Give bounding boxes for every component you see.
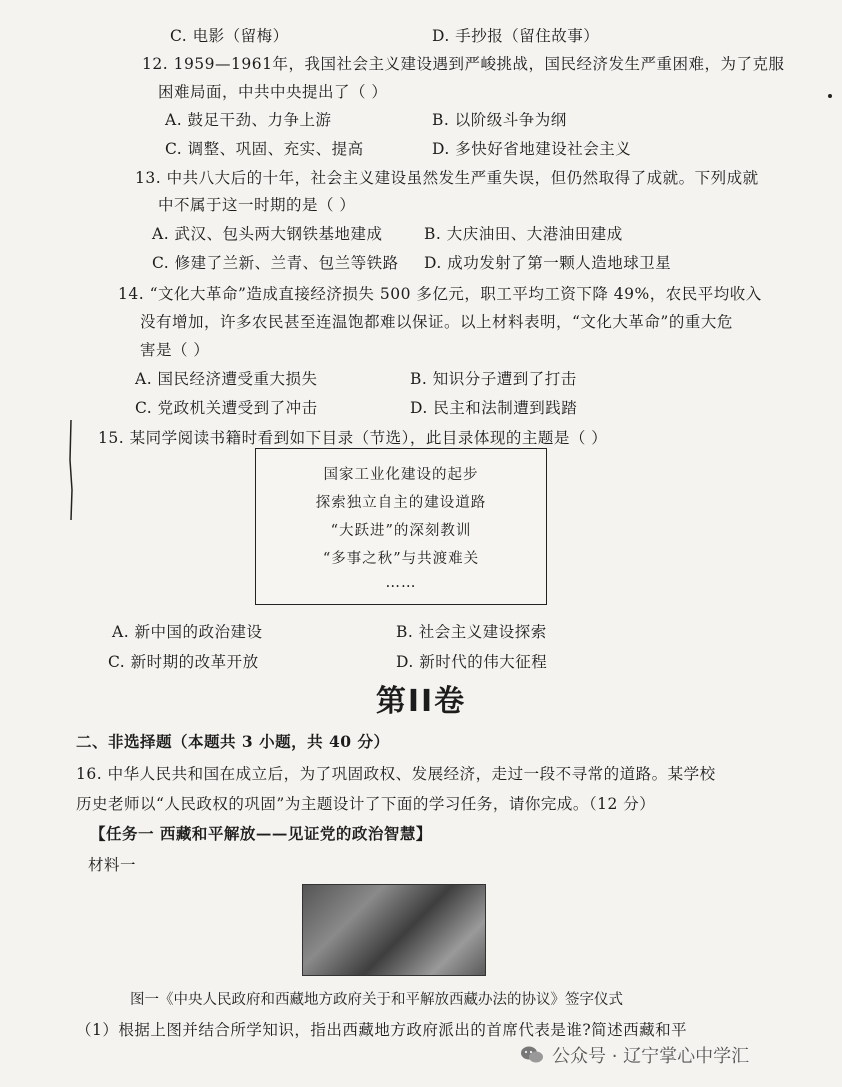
part2-heading: 二、非选择题（本题共 3 小题，共 40 分） — [76, 732, 390, 751]
q15-option-d: D. 新时代的伟大征程 — [396, 653, 548, 671]
q12-option-c: C. 调整、巩固、充实、提高 — [165, 140, 364, 158]
q12-option-d: D. 多快好省地建设社会主义 — [432, 140, 632, 158]
watermark — [520, 1042, 749, 1068]
q15-option-a: A. 新中国的政治建设 — [112, 623, 263, 641]
q14-option-a: A. 国民经济遭受重大损失 — [135, 370, 318, 388]
q16-stem-line2: 历史老师以“人民政权的巩固”为主题设计了下面的学习任务，请你完成。（12 分） — [76, 795, 656, 813]
q13-option-a: A. 武汉、包头两大钢铁基地建成 — [152, 225, 383, 243]
toc-item: “大跃进”的深刻教训 — [330, 523, 472, 539]
toc-item: 国家工业化建设的起步 — [323, 467, 479, 483]
q13-stem-line1: 13. 中共八大后的十年，社会主义建设虽然发生严重失误，但仍然取得了成就。下列成就 — [135, 169, 759, 187]
q13-option-d: D. 成功发射了第一颗人造地球卫星 — [424, 254, 672, 272]
q16-stem-line1: 16. 中华人民共和国在成立后，为了巩固政权、发展经济，走过一段不寻常的道路。某学校 — [76, 765, 716, 783]
q14-option-c: C. 党政机关遭受到了冲击 — [135, 399, 318, 417]
q14-stem-line3: 害是（ ） — [140, 341, 210, 359]
q13-option-b: B. 大庆油田、大港油田建成 — [424, 225, 623, 243]
q13-option-c: C. 修建了兰新、兰青、包兰等铁路 — [152, 254, 399, 272]
watermark-text: 公众号 · 辽宁掌心中学汇 — [552, 1046, 750, 1067]
toc-item: 探索独立自主的建设道路 — [315, 495, 487, 511]
toc-ellipsis: …… — [385, 575, 417, 591]
section-title: 第II卷 — [375, 684, 467, 719]
q12-stem-line2: 困难局面，中共中央提出了（ ） — [158, 83, 388, 101]
q16-subquestion-1: （1）根据上图并结合所学知识，指出西藏地方政府派出的首席代表是谁?简述西藏和平 — [76, 1021, 688, 1039]
q15-option-c: C. 新时期的改革开放 — [108, 653, 259, 671]
q11-option-c: C. 电影（留梅） — [170, 27, 289, 45]
wechat-icon — [520, 1045, 544, 1065]
q11-option-d: D. 手抄报（留住故事） — [432, 27, 600, 45]
q13-stem-line2: 中不属于这一时期的是（ ） — [158, 196, 356, 214]
scan-dot — [828, 94, 832, 98]
photo-caption: 图一《中央人民政府和西藏地方政府关于和平解放西藏办法的协议》签字仪式 — [130, 992, 623, 1008]
task1-heading: 【任务一 西藏和平解放——见证党的政治智慧】 — [90, 824, 432, 843]
q14-stem-line1: 14. “文化大革命”造成直接经济损失 500 多亿元，职工平均工资下降 49%，农民平均收入 — [118, 285, 762, 303]
q12-option-b: B. 以阶级斗争为纲 — [432, 111, 567, 129]
q15-option-b: B. 社会主义建设探索 — [396, 623, 547, 641]
material1-label: 材料一 — [88, 856, 137, 874]
toc-item: “多事之秋”与共渡难关 — [322, 551, 480, 567]
q12-stem-line1: 12. 1959—1961年，我国社会主义建设遇到严峻挑战，国民经济发生严重困难，为了克服 — [142, 55, 785, 73]
q15-stem: 15. 某同学阅读书籍时看到如下目录（节选），此目录体现的主题是（ ） — [98, 429, 608, 447]
signing-ceremony-photo — [302, 884, 486, 976]
q14-stem-line2: 没有增加，许多农民甚至连温饱都难以保证。以上材料表明，“文化大革命”的重大危 — [140, 313, 733, 331]
margin-pen-mark — [68, 420, 74, 520]
q12-option-a: A. 鼓足干劲、力争上游 — [165, 111, 332, 129]
q14-option-b: B. 知识分子遭到了打击 — [410, 370, 577, 388]
table-of-contents-box — [255, 448, 547, 605]
q14-option-d: D. 民主和法制遭到践踏 — [410, 399, 578, 417]
